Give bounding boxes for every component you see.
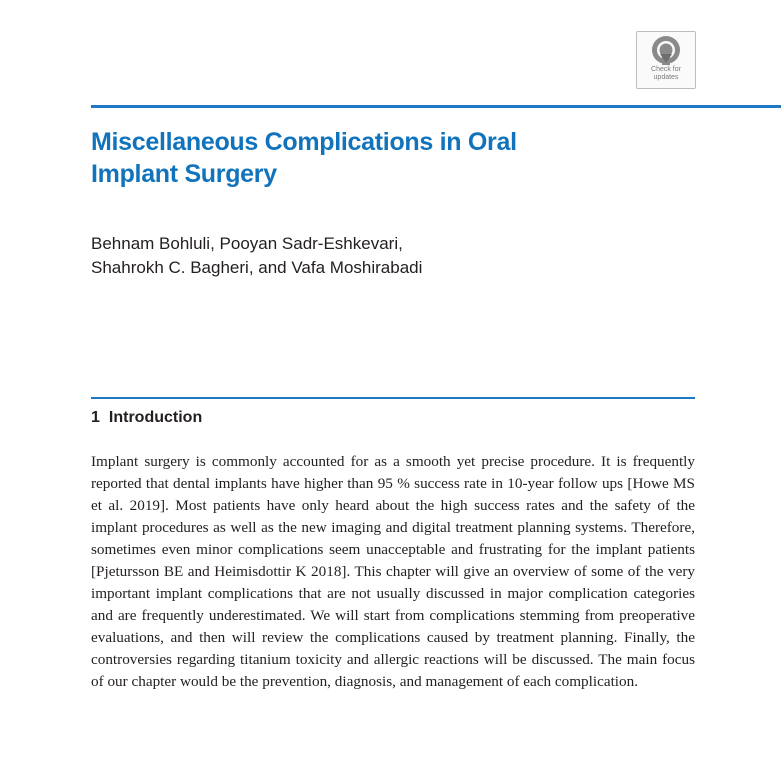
badge-label-line1: Check for <box>651 66 681 73</box>
author-list-line2: Shahrokh C. Bagheri, and Vafa Moshirabadi <box>91 258 423 277</box>
section-title: Introduction <box>108 409 203 426</box>
author-list-line1: Behnam Bohluli, Pooyan Sadr-Eshkevari, <box>91 234 403 253</box>
badge-label-line2: updates <box>653 74 679 81</box>
section-heading <box>91 407 202 429</box>
introduction-paragraph: Implant surgery is commonly accounted for as a smooth yet precise procedure. It is frequently reported that dental implants have higher than 95 % success rate in 10-year follow ups [Howe MS et al. 2019]. Most patients have only heard about the high success rates and the safety of the implant procedures as well as the new imaging and digital treatment planning systems. Therefore, sometimes even minor complications seem unacceptable and frustrating for the implant patients [Pjetursson BE and Heimisdottir K 2018]. This chapter will give an overview of some of the very important implant complications that are not usually discussed in major complication categories and are frequently underestimated. We will start from complications stemming from preoperative evaluations, and then will review the complications caused by treatment planning. Finally, the controversies regarding titanium toxicity and allergic reactions will be discussed. The main focus of our chapter would be the prevention, diagnosis, and management of each complication. <box>91 453 695 690</box>
section-number: 1 <box>91 409 100 426</box>
chapter-title-line2: Implant Surgery <box>91 160 277 188</box>
author-list <box>91 232 591 280</box>
chapter-title-line1: Miscellaneous Complications in Oral <box>91 128 517 156</box>
check-for-updates-badge[interactable] <box>636 31 696 89</box>
check-for-updates-icon <box>651 35 681 65</box>
header-rule <box>91 105 781 108</box>
section-rule <box>91 397 695 399</box>
chapter-title <box>91 126 651 190</box>
